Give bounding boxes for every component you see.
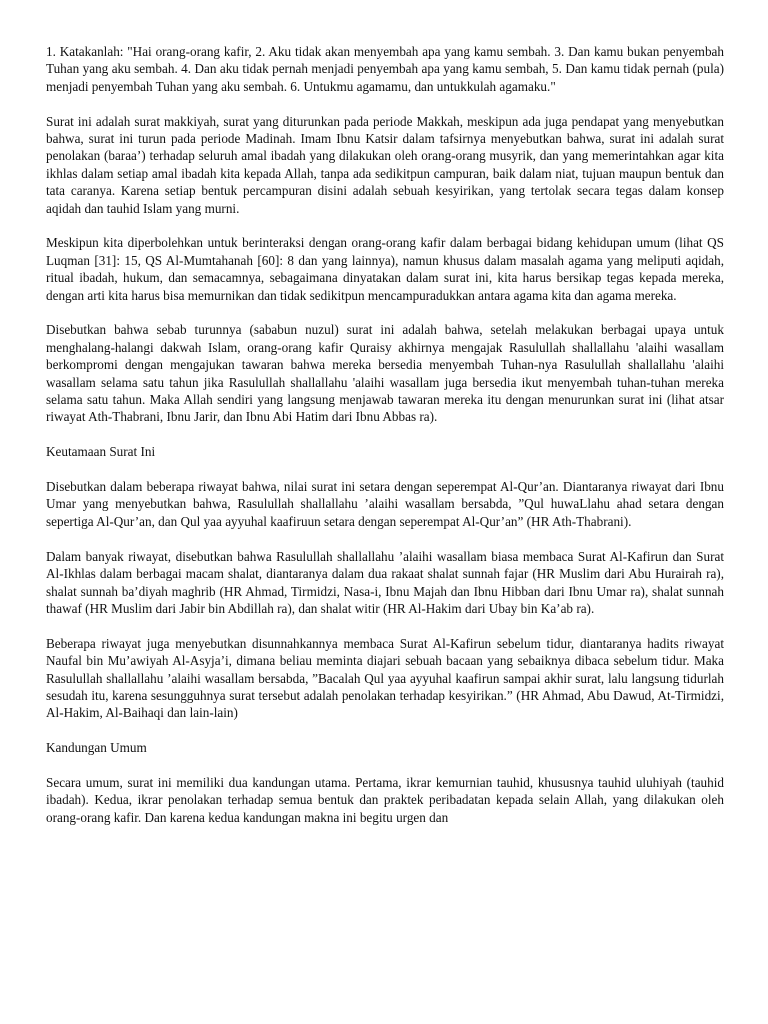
sababun-nuzul-paragraph: Disebutkan bahwa sebab turunnya (sababun nuzul) surat ini adalah bahwa, setelah melakukan berbagai upaya untuk menghalang-halangi dakwah Islam, orang-orang kafir Quraisy akhirnya mengajak Rasulullah shallallahu 'alaihi wasallam berkompromi dengan mengajukan tawaran bahwa mereka bersedia menyembah Tuhan-nya Rasulullah shallallahu 'alaihi wasallam selama satu tahun jika Rasulullah shallallahu 'alaihi wasallam juga bersedia ikut menyembah tuhan-tuhan mereka selama satu tahun. Maka Allah sendiri yang langsung menjawab tawaran mereka itu dengan menurunkan surat ini (lihat atsar riwayat Ath-Thabrani, Ibnu Jarir, dan Ibnu Abi Hatim dari Ibnu Abbas ra).	[46, 322, 724, 425]
interaction-with-disbelievers-paragraph: Meskipun kita diperbolehkan untuk berinteraksi dengan orang-orang kafir dalam berbagai bidang kehidupan umum (lihat QS Luqman [31]: 15, QS Al-Mumtahanah [60]: 8 dan yang lainnya), namun khusus dalam masalah agama yang meliputi aqidah, ritual ibadah, hukum, dan semacamnya, sebagaimana dinyatakan dalam surat ini, kita harus bersikap tegas kepada mereka, dengan arti kita harus bisa memurnikan dan tidak sedikitpun mencampuradukkan antara agama kita dan agama mereka.	[46, 235, 724, 303]
general-content-paragraph: Secara umum, surat ini memiliki dua kandungan utama. Pertama, ikrar kemurnian tauhid, khususnya tauhid uluhiyah (tauhid ibadah). Kedua, ikrar penolakan terhadap semua bentuk dan praktek peribadatan kepada selain Allah, yang dilakukan oleh orang-orang kafir. Dan karena kedua kandungan makna ini begitu urgen dan	[46, 774, 724, 825]
prayers-recitation-paragraph: Dalam banyak riwayat, disebutkan bahwa Rasulullah shallallahu ’alaihi wasallam biasa membaca Surat Al-Kafirun dan Surat Al-Ikhlas dalam berbagai macam shalat, diantaranya dalam dua rakaat shalat sunnah fajar (HR Muslim dari Abu Hurairah ra), shalat sunnah ba’diyah maghrib (HR Ahmad, Tirmidzi, Nasa-i, Ibnu Majah dan Ibnu Hibban dari Ibnu Umar ra), shalat sunnah thawaf (HR Muslim dari Jabir bin Abdillah ra), dan shalat witir (HR Al-Hakim dari Ubay bin Ka’ab ra).	[46, 548, 724, 616]
surah-introduction-paragraph: Surat ini adalah surat makkiyah, surat yang diturunkan pada periode Makkah, meskipun ada juga pendapat yang menyebutkan bahwa, surat ini turun pada periode Madinah. Imam Ibnu Katsir dalam tafsirnya menyebutkan bahwa, surat ini adalah surat penolakan (baraa’) terhadap seluruh amal ibadah yang dilakukan oleh orang-orang musyrik, dan yang memerintahkan agar kita ikhlas dalam setiap amal ibadah kita kepada Allah, tanpa ada sedikitpun campuran, baik dalam niat, tujuan maupun bentuk dan tata caranya. Karena setiap bentuk percampuran disini adalah sebuah kesyirikan, yang tertolak secara tegas dalam konsep aqidah dan tauhid Islam yang murni.	[46, 113, 724, 216]
verse-translation-paragraph: 1. Katakanlah: "Hai orang-orang kafir, 2. Aku tidak akan menyembah apa yang kamu sembah. 3. Dan kamu bukan penyembah Tuhan yang aku sembah. 4. Dan aku tidak pernah menjadi penyembah apa yang kamu sembah, 5. Dan kamu tidak pernah (pula) menjadi penyembah Tuhan yang aku sembah. 6. Untukmu agamamu, dan untukkulah agamaku."	[46, 44, 724, 94]
section-heading-general-content: Kandungan Umum	[46, 740, 147, 756]
virtue-quarter-quran-paragraph: Disebutkan dalam beberapa riwayat bahwa, nilai surat ini setara dengan seperempat Al-Qur’an. Diantaranya riwayat dari Ibnu Umar yang menyebutkan bahwa, Rasulullah shallallahu ’alaihi wasallam bersabda, ”Qul huwaLlahu ahad setara dengan sepertiga Al-Qur’an, dan Qul yaa ayyuhal kaafiruun setara dengan seperempat Al-Qur’an” (HR Ath-Thabrani).	[46, 479, 724, 529]
before-sleep-paragraph: Beberapa riwayat juga menyebutkan disunnahkannya membaca Surat Al-Kafirun sebelum tidur, diantaranya hadits riwayat Naufal bin Mu’awiyah Al-Asyja’i, dimana beliau meminta diajari sebuah bacaan yang sebaiknya dibaca sebelum tidur. Maka Rasulullah shallallahu ’alaihi wasallam bersabda, ”Bacalah Qul yaa ayyuhal kaafirun sampai akhir surat, lalu langsung tidurlah sesudah itu, karena sesungguhnya surat tersebut adalah penolakan terhadap kesyirikan.” (HR Ahmad, Abu Dawud, At-Tirmidzi, Al-Hakim, Al-Baihaqi dan lain-lain)	[46, 635, 724, 721]
section-heading-virtues: Keutamaan Surat Ini	[46, 444, 156, 460]
document-page	[46, 43, 724, 826]
